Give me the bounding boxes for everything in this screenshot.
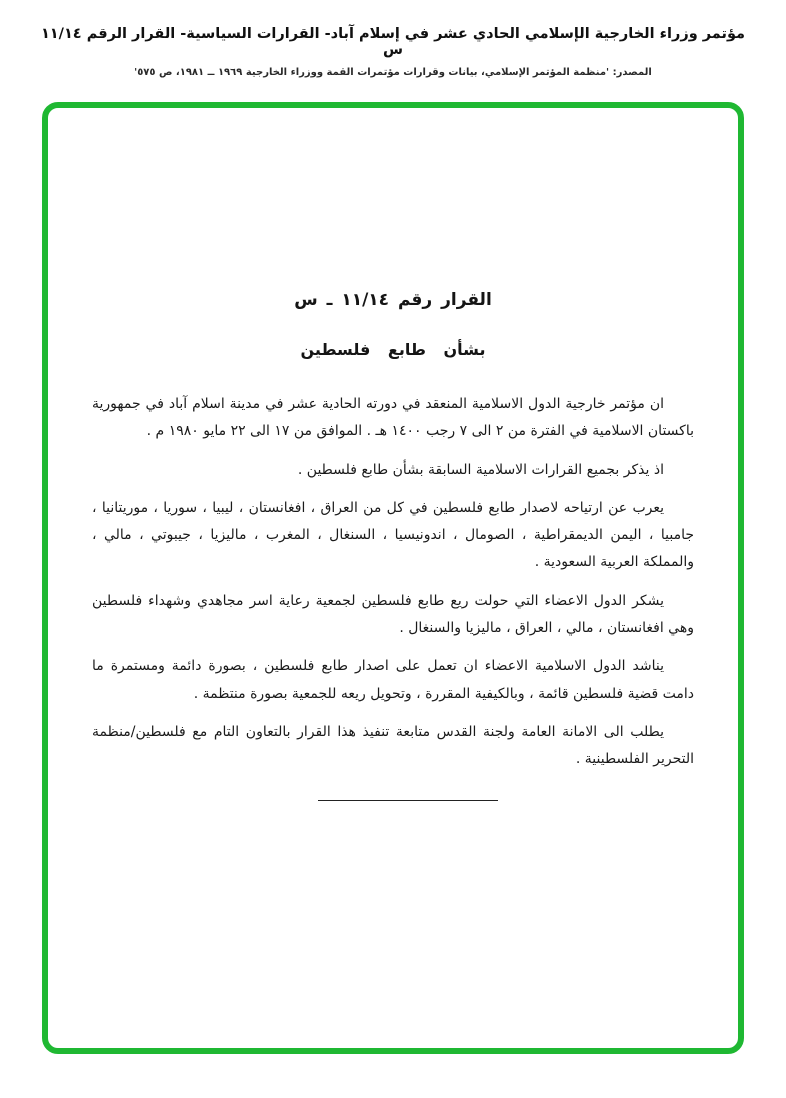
end-divider (318, 800, 498, 801)
document-body (48, 108, 738, 801)
resolution-subject-title: بشأن طابع فلسطين (300, 340, 486, 359)
resolution-paragraph: يشكر الدول الاعضاء التي حولت ريع طابع فلسطين لجمعية رعاية اسر مجاهدي وشهداء فلسطين وهي افغانستان ، مالي ، العراق ، ماليزيا والسنغال . (92, 592, 694, 637)
resolution-paragraph: يناشد الدول الاسلامية الاعضاء ان تعمل على اصدار طابع فلسطين ، بصورة دائمة ومستمرة ما دامت قضية فلسطين قائمة ، وبالكيفية المقررة ، وتحويل ريعه للجمعية بصورة منتظمة . (92, 658, 694, 702)
resolution-paragraph: يعرب عن ارتياحه لاصدار طابع فلسطين في كل من العراق ، افغانستان ، ليبيا ، سوريا ، موريتانيا ، جامبيا ، اليمن الديمقراطية ، الصومال ، اندونيسيا ، السنغال ، المغرب ، ماليزيا ، جيبوتي ، مالي ، والمملكة العربية السعودية . (92, 499, 694, 571)
header-title-line: مؤتمر وزراء الخارجية الإسلامي الحادي عشر في إسلام آباد- القرارات السياسية- القرار الرقم ١١/١٤ س (40, 26, 746, 58)
resolution-paragraph: اذ يذكر بجميع القرارات الاسلامية السابقة بشأن طابع فلسطين . (297, 461, 664, 478)
resolution-number-title: القرار رقم ١١/١٤ ـ س (294, 290, 492, 310)
resolution-paragraphs (92, 391, 694, 774)
resolution-paragraph: يطلب الى الامانة العامة ولجنة القدس متابعة تنفيذ هذا القرار بالتعاون التام مع فلسطين/منظمة التحرير الفلسطينية . (92, 723, 694, 768)
header-source-line: المصدر: 'منظمة المؤتمر الإسلامي، بيانات وقرارات مؤتمرات القمة ووزراء الخارجية ١٩٦٩ ــ ١٩٨١، ص ٥٧٥' (134, 67, 652, 78)
resolution-paragraph: ان مؤتمر خارجية الدول الاسلامية المنعقد في دورته الحادية عشر في مدينة اسلام آباد في جمهورية باكستان الاسلامية في الفترة من ٢ الى ٧ رجب ١٤٠٠ هـ . الموافق من ١٧ الى ٢٢ مايو ١٩٨٠ م . (92, 396, 694, 440)
document-frame (42, 102, 744, 1054)
document-header (0, 26, 786, 78)
